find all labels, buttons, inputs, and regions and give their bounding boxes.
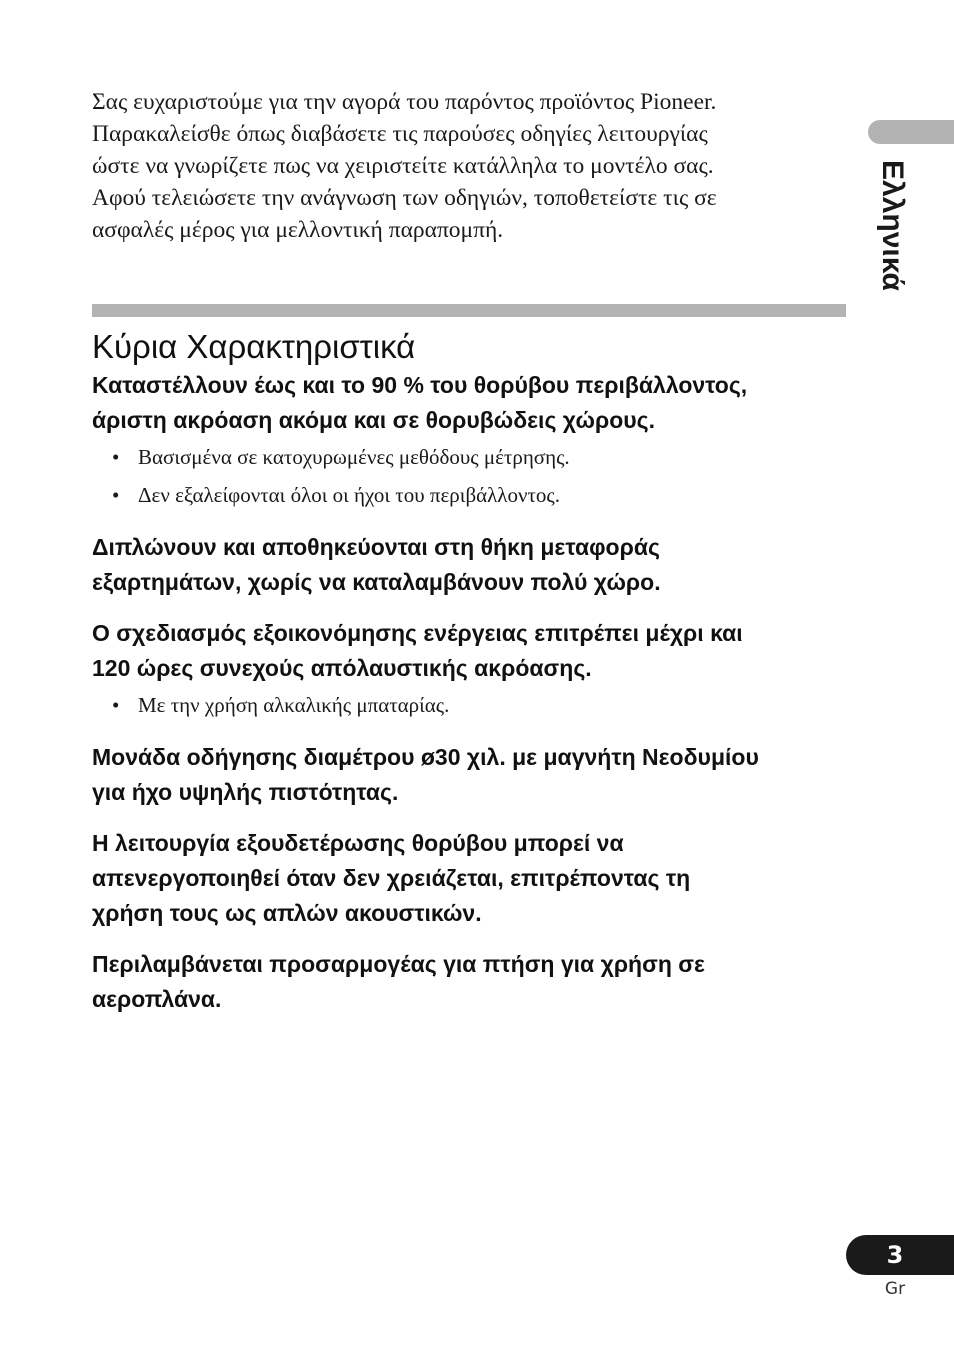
section-divider — [92, 304, 846, 317]
feature-notes — [92, 438, 852, 514]
feature-note-text: Με την χρήση αλκαλικής μπαταρίας. — [138, 693, 450, 717]
bullet-icon: • — [112, 483, 120, 507]
feature-heading-line: χρήση τους ως απλών ακουστικών. — [92, 900, 482, 926]
feature-item — [92, 826, 852, 931]
feature-heading-line: 120 ώρες συνεχούς απόλαυστικής ακρόασης. — [92, 655, 592, 681]
feature-heading-line: απενεργοποιηθεί όταν δεν χρειάζεται, επιτρέποντας τη — [92, 865, 691, 891]
intro-line: Αφού τελειώσετε την ανάγνωση των οδηγιών, τοποθετείστε τις σε — [92, 185, 717, 211]
feature-heading — [92, 530, 852, 600]
feature-heading — [92, 740, 852, 810]
feature-heading-line: Η λειτουργία εξουδετέρωσης θορύβου μπορεί να — [92, 830, 624, 856]
intro-line: ασφαλές μέρος για μελλοντική παραπομπή. — [92, 217, 504, 243]
feature-heading — [92, 826, 852, 931]
feature-note-text: Δεν εξαλείφονται όλοι οι ήχοι του περιβάλλοντος. — [138, 483, 560, 507]
language-tab-marker — [868, 120, 954, 144]
feature-heading-line: αεροπλάνα. — [92, 986, 222, 1012]
intro-line: Σας ευχαριστούμε για την αγορά του παρόντος προϊόντος Pioneer. — [92, 89, 717, 115]
feature-heading-line: για ήχο υψηλής πιστότητας. — [92, 779, 399, 805]
language-tab-label: Ελληνικά — [876, 160, 909, 291]
feature-item — [92, 947, 852, 1017]
feature-heading-line: εξαρτημάτων, χωρίς να καταλαμβάνουν πολύ χώρο. — [92, 569, 661, 595]
feature-note — [92, 476, 852, 514]
feature-note — [92, 686, 852, 724]
main-features-section — [92, 326, 852, 1033]
feature-heading-line: Μονάδα οδήγησης διαμέτρου ø30 χιλ. με μαγνήτη Νεοδυμίου — [92, 744, 759, 770]
feature-notes — [92, 686, 852, 724]
feature-heading-line: άριστη ακρόαση ακόμα και σε θορυβώδεις χώρους. — [92, 407, 655, 433]
page-language-code: Gr — [884, 1279, 906, 1299]
feature-item — [92, 740, 852, 810]
intro-paragraph — [92, 86, 832, 246]
feature-heading-line: Καταστέλλουν έως και το 90 % του θορύβου περιβάλλοντος, — [92, 372, 748, 398]
feature-item — [92, 530, 852, 600]
bullet-icon: • — [112, 693, 120, 717]
feature-heading — [92, 947, 852, 1017]
intro-line: ώστε να γνωρίζετε πως να χειριστείτε κατάλληλα το μοντέλο σας. — [92, 153, 714, 179]
feature-heading-line: Περιλαμβάνεται προσαρμογέας για πτήση για χρήση σε — [92, 951, 705, 977]
page-number: 3 — [886, 1241, 904, 1269]
feature-heading-line: Ο σχεδιασμός εξοικονόμησης ενέργειας επιτρέπει μέχρι και — [92, 620, 743, 646]
feature-heading — [92, 368, 852, 438]
feature-heading — [92, 616, 852, 686]
section-title: Κύρια Χαρακτηριστικά — [92, 328, 416, 365]
intro-line: Παρακαλείσθε όπως διαβάσετε τις παρούσες οδηγίες λειτουργίας — [92, 121, 708, 147]
feature-item — [92, 616, 852, 724]
feature-note — [92, 438, 852, 476]
feature-heading-line: Διπλώνουν και αποθηκεύονται στη θήκη μεταφοράς — [92, 534, 660, 560]
feature-note-text: Βασισμένα σε κατοχυρωμένες μεθόδους μέτρησης. — [138, 445, 570, 469]
feature-item — [92, 368, 852, 514]
bullet-icon: • — [112, 445, 120, 469]
